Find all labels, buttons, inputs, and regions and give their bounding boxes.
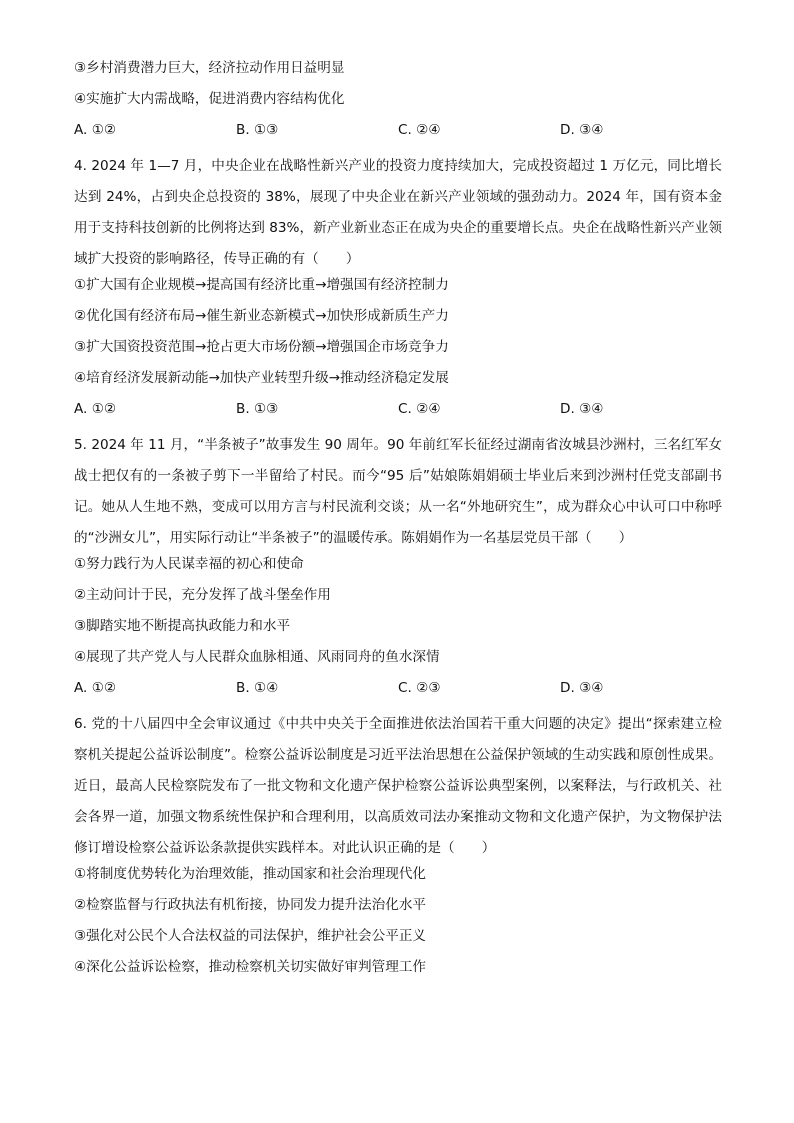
q6-statement-4: ④深化公益诉讼检察，推动检察机关切实做好审判管理工作 (74, 959, 427, 975)
choice-a: A. ①② (74, 122, 117, 138)
answer-choices-q3 (74, 120, 722, 141)
question-5-stem: 5. 2024 年 11 月，“半条被子”故事发生 90 周年。90 年前红军长征经过湖南省汝城县沙洲村，三名红军女战士把仅有的一条被子剪下一半留给了村民。而今“95 后”姑娘陈娟娟硕士毕业后来到沙洲村任党支部副书记。她从人生地不熟，变成可以用方言与村民流利交谈；从一名“外地研究生”，成为群众心中认可口中称呼的“沙洲女儿”，用实际行动让“半条被子”的温暖传承。陈娟娟作为一名基层党员干部（ ） (74, 437, 722, 546)
q5-statement-4: ④展现了共产党人与人民群众血脉相通、风雨同舟的鱼水深情 (74, 649, 440, 665)
q6-statement-2: ②检察监督与行政执法有机衔接，协同发力提升法治化水平 (74, 897, 427, 913)
option-statement-4: ④实施扩大内需战略，促进消费内容结构优化 (74, 91, 345, 107)
question-4 (74, 151, 722, 420)
q4-statement-4: ④培育经济发展新动能→加快产业转型升级→推动经济稳定发展 (74, 370, 449, 386)
choice-b: B. ①④ (236, 680, 279, 696)
q5-statement-1: ①努力践行为人民谋幸福的初心和使命 (74, 556, 304, 572)
q6-statement-3: ③强化对公民个人合法权益的司法保护，维护社会公平正义 (74, 928, 427, 944)
question-4-stem: 4. 2024 年 1—7 月，中央企业在战略性新兴产业的投资力度持续加大，完成投资超过 1 万亿元，同比增长达到 24%，占到央企总投资的 38%，展现了中央企业在新兴产业领域的强劲动力。2024 年，国有资本金用于支持科技创新的比例将达到 83%，新产业新业态正在成为央企的重要增长点。央企在战略性新兴产业领域扩大投资的影响路径，传导正确的有（ ） (74, 158, 722, 267)
question-6 (74, 709, 722, 978)
question-6-stem: 6. 党的十八届四中全会审议通过《中共中央关于全面推进依法治国若干重大问题的决定》提出“探索建立检察机关提起公益诉讼制度”。检察公益诉讼制度是习近平法治思想在公益保护领域的生动实践和原创性成果。近日，最高人民检察院发布了一批文物和文化遗产保护检察公益诉讼典型案例，以案释法，与行政机关、社会各界一道，加强文物系统性保护和合理利用，以高质效司法办案推动文物和文化遗产保护，为文物保护法修订增设检察公益诉讼条款提供实践样本。对此认识正确的是（ ） (74, 716, 722, 856)
exam-page (74, 58, 722, 988)
answer-choices-q4 (74, 399, 722, 420)
choice-a: A. ①② (74, 401, 117, 417)
answer-choices-q5 (74, 678, 722, 699)
choice-d: D. ③④ (560, 680, 604, 696)
q5-statement-2: ②主动问计于民，充分发挥了战斗堡垒作用 (74, 587, 331, 603)
choice-b: B. ①③ (236, 122, 279, 138)
choice-c: C. ②③ (398, 680, 441, 696)
option-statement-3: ③乡村消费潜力巨大，经济拉动作用日益明显 (74, 60, 345, 76)
choice-b: B. ①③ (236, 401, 279, 417)
q4-statement-3: ③扩大国资投资范围→抢占更大市场份额→增强国企市场竞争力 (74, 339, 449, 355)
choice-c: C. ②④ (398, 401, 441, 417)
choice-c: C. ②④ (398, 122, 441, 138)
choice-a: A. ①② (74, 680, 117, 696)
choice-d: D. ③④ (560, 122, 604, 138)
q4-statement-1: ①扩大国有企业规模→提高国有经济比重→增强国有经济控制力 (74, 277, 449, 293)
choice-d: D. ③④ (560, 401, 604, 417)
q6-statement-1: ①将制度优势转化为治理效能，推动国家和社会治理现代化 (74, 866, 427, 882)
q5-statement-3: ③脚踏实地不断提高执政能力和水平 (74, 618, 291, 634)
question-5 (74, 430, 722, 699)
q4-statement-2: ②优化国有经济布局→催生新业态新模式→加快形成新质生产力 (74, 308, 449, 324)
